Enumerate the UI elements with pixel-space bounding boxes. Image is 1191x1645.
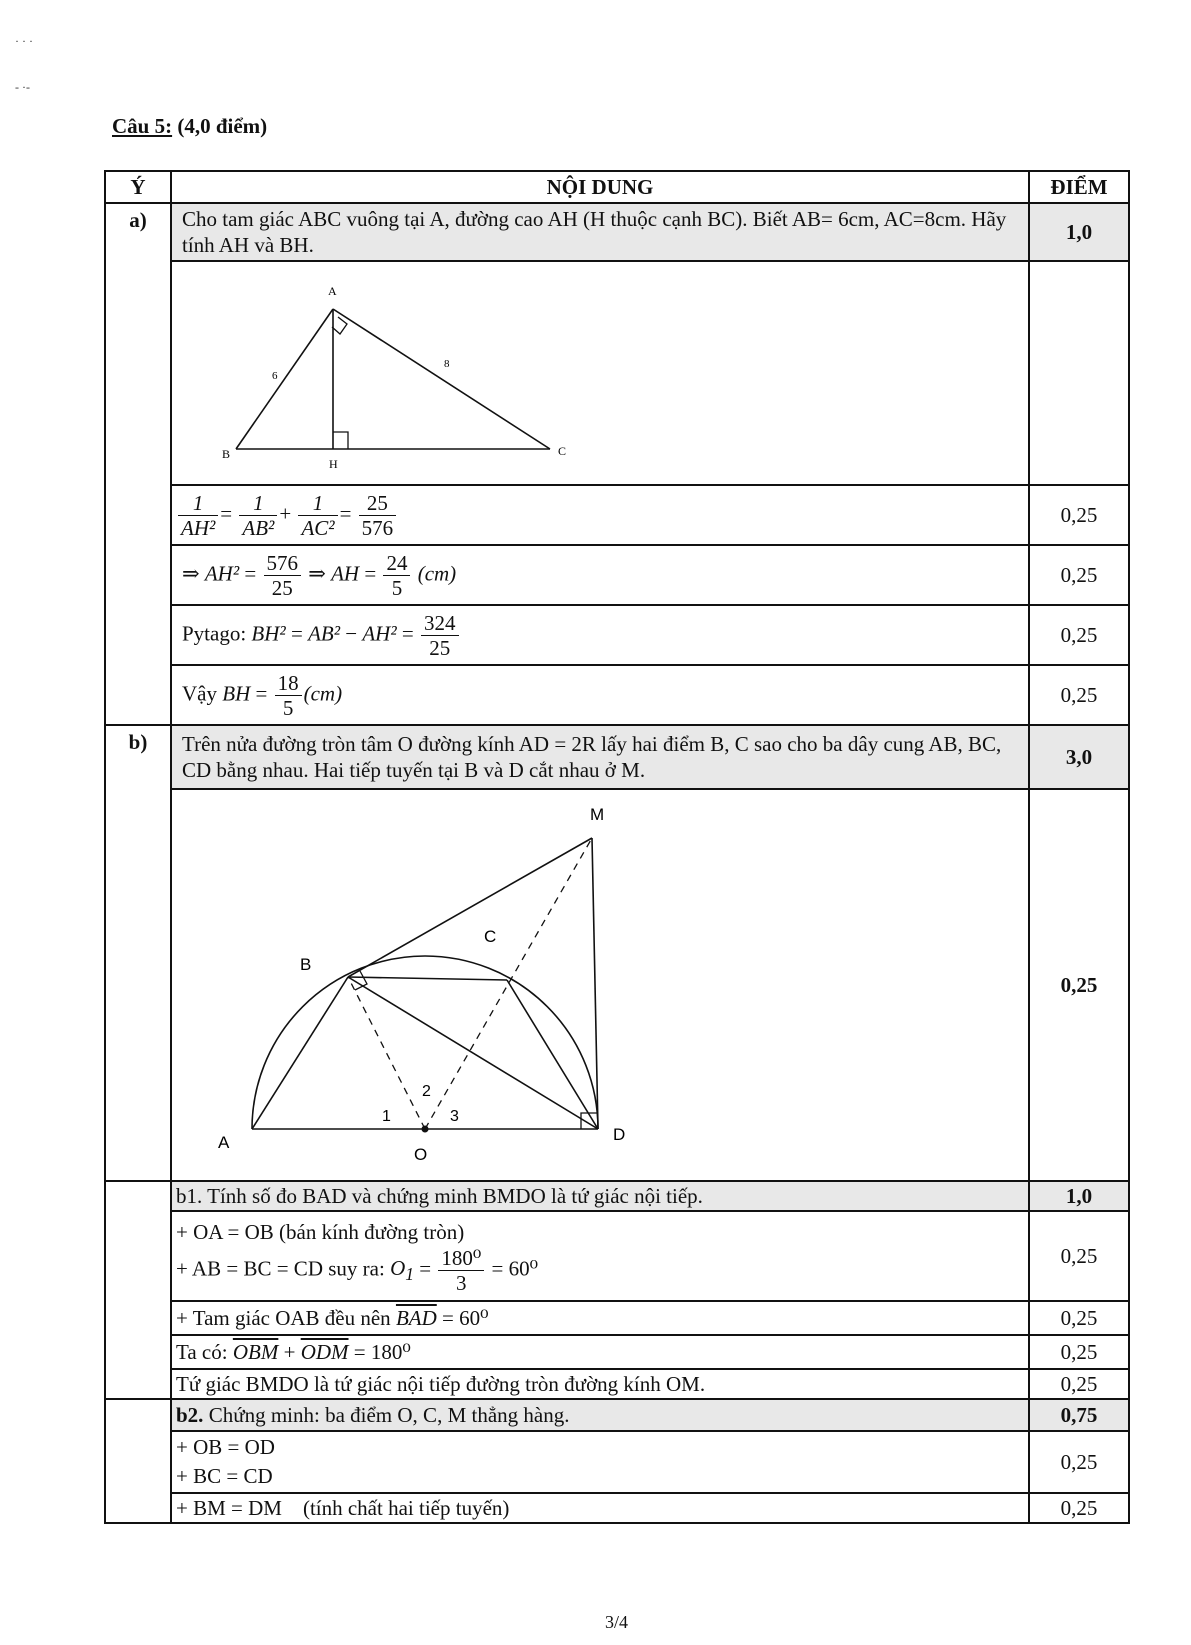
part-a-problem: Cho tam giác ABC vuông tại A, đường cao AH (H thuộc cạnh BC). Biết AB= 6cm, AC=8cm. Hãy tính AH và BH. — [171, 203, 1029, 261]
step-a4: Vậy BH = $\frac{18}{5}$ (cm) — [171, 665, 1029, 725]
b2-step2-score: 0,25 — [1029, 1493, 1129, 1523]
step-a2-score: 0,25 — [1029, 545, 1129, 605]
chord-bc — [348, 977, 507, 980]
center-o — [422, 1126, 429, 1133]
col-y: Ý — [105, 171, 171, 203]
part-b-score: 3,0 — [1029, 725, 1129, 789]
b1-step4-score: 0,25 — [1029, 1369, 1129, 1399]
question-number: Câu 5: — [112, 114, 173, 138]
page-number: 3/4 — [605, 1612, 629, 1632]
part-a-score: 1,0 — [1029, 203, 1129, 261]
scan-mark: - ·- — [15, 80, 30, 94]
step-a1-score: 0,25 — [1029, 485, 1129, 545]
part-b-label: b) — [105, 725, 171, 789]
b2-title: b2. Chứng minh: ba điểm O, C, M thẳng hàng. — [171, 1399, 1029, 1431]
b2-line1: + OB = OD — [176, 1435, 275, 1459]
b2-score: 0,75 — [1029, 1399, 1129, 1431]
step-a3-score: 0,25 — [1029, 605, 1129, 665]
label-b: B — [300, 955, 312, 974]
part-b-problem: Trên nửa đường tròn tâm O đường kính AD = 2R lấy hai điểm B, C sao cho ba dây cung AB, BC, CD bằng nhau. Hai tiếp tuyến tại B và D cắt nhau ở M. — [171, 725, 1029, 789]
answer-table — [104, 170, 1130, 1524]
chord-ab — [252, 977, 348, 1129]
part-a-figure-cell — [171, 261, 1029, 485]
step-a4-score: 0,25 — [1029, 665, 1129, 725]
b2-step2: + BM = DM (tính chất hai tiếp tuyến) — [171, 1493, 1029, 1523]
b1-line2: + AB = BC = CD suy ra: $O_1$ = $\frac{\text{180⁰}}{3}$ = 60⁰ — [176, 1245, 539, 1295]
part-b-figure-cell — [171, 789, 1029, 1181]
label-b: B — [222, 447, 231, 461]
figure-score: 0,25 — [1029, 789, 1129, 1181]
label-ac-length: 8 — [444, 358, 450, 370]
side-ab — [236, 309, 333, 449]
b1-step3-score: 0,25 — [1029, 1335, 1129, 1369]
b2-step1 — [171, 1431, 1029, 1493]
label-c: C — [558, 444, 567, 458]
col-content: NỘI DUNG — [171, 171, 1029, 203]
b1-step1-score: 0,25 — [1029, 1211, 1129, 1301]
label-o: O — [414, 1145, 428, 1164]
b1-step1 — [171, 1211, 1029, 1301]
b1-step2: + Tam giác OAB đều nên $\overline{BAD} = 60^0$ — [171, 1301, 1029, 1335]
chord-cd — [507, 980, 598, 1129]
tangent-bm — [348, 838, 592, 977]
step-a2: ⇒ AH² = $\frac{576}{25}$ ⇒ AH = $\frac{24}{5}$ (cm) — [171, 545, 1029, 605]
b1-score: 1,0 — [1029, 1181, 1129, 1211]
side-ac — [333, 309, 550, 449]
angle-label-2: 2 — [422, 1083, 431, 1100]
col-score: ĐIỂM — [1029, 171, 1129, 203]
label-a: A — [328, 284, 337, 298]
angle-label-1: 1 — [382, 1108, 391, 1125]
b2-line2: + BC = CD — [176, 1464, 273, 1488]
label-h: H — [329, 457, 338, 471]
table-header — [105, 171, 1129, 203]
label-m: M — [590, 805, 605, 824]
right-angle-h — [333, 432, 348, 449]
label-ab-length: 6 — [272, 370, 278, 382]
semicircle-figure — [192, 790, 672, 1178]
label-d: D — [613, 1125, 626, 1144]
label-c: C — [484, 927, 497, 946]
b1-step2-score: 0,25 — [1029, 1301, 1129, 1335]
part-a-label: a) — [105, 203, 171, 261]
step-a3: Pytago: BH² = AB² − AH² = $\frac{324}{25}$ — [171, 605, 1029, 665]
b2-step1-score: 0,25 — [1029, 1431, 1129, 1493]
question-points: (4,0 điểm) — [177, 114, 268, 138]
label-a: A — [218, 1133, 230, 1152]
b1-step3: Ta có: $\overline{OBM} + \overline{ODM} = 180^0$ — [171, 1335, 1029, 1369]
right-angle-a — [332, 317, 347, 334]
triangle-figure — [192, 262, 612, 482]
b1-title: b1. Tính số đo BAD và chứng minh BMDO là tứ giác nội tiếp. — [171, 1181, 1029, 1211]
scan-mark: · · · — [15, 34, 33, 48]
b1-line1: + OA = OB (bán kính đường tròn) — [176, 1219, 465, 1244]
b1-step4: Tứ giác BMDO là tứ giác nội tiếp đường tròn đường kính OM. — [171, 1369, 1029, 1399]
step-a1: $\frac{1}{\text{AH²}}$ = $\frac{1}{\text{AB²}}$ + $\frac{1}{\text{AC²}}$ = $\frac{25}{576}$ — [171, 485, 1029, 545]
segment-bd — [348, 977, 598, 1129]
question-title — [112, 114, 267, 139]
angle-label-3: 3 — [450, 1108, 459, 1125]
